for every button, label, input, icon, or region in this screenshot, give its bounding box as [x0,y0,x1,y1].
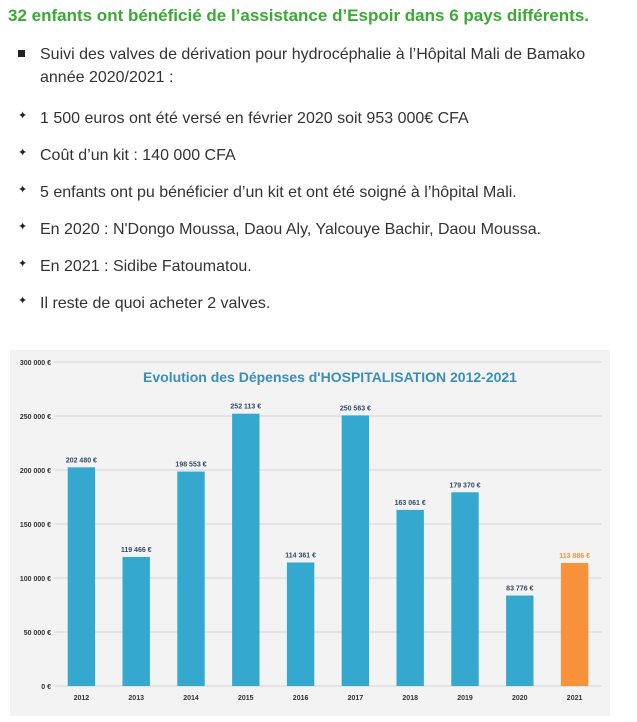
x-tick-label: 2017 [347,695,364,702]
list-item-text: Coût d’un kit : 140 000 CFA [40,147,236,164]
x-tick-label: 2021 [566,695,583,702]
chart-svg [10,350,610,716]
data-label: 114 361 € [285,552,316,560]
bar [232,414,259,686]
data-label: 83 776 € [506,585,534,593]
y-tick-label: 250 000 € [19,414,51,421]
chart-title: Evolution des Dépenses d'HOSPITALISATION 2012-2021 [143,369,517,385]
four-point-star-icon: ✦ [18,258,28,270]
list-item [18,248,630,285]
bar [506,596,533,686]
list-item-text: 5 enfants ont pu bénéficier d’un kit et ont été soigné à l’hôpital Mali. [40,184,517,201]
data-label: 250 563 € [339,405,371,413]
list-item-text: Il reste de quoi acheter 2 valves. [40,295,271,312]
four-point-star-icon: ✦ [18,221,28,233]
bar [123,557,150,686]
x-tick-label: 2015 [238,695,254,702]
x-tick-label: 2020 [512,695,528,702]
data-label: 198 553 € [175,461,207,469]
list-item [18,211,630,248]
list-item [18,285,630,322]
bar [177,472,204,686]
data-label: 119 466 € [120,546,152,554]
x-tick-label: 2018 [402,695,418,702]
bar-chart [10,350,610,716]
list-item-text: En 2020 : N'Dongo Moussa, Daou Aly, Yalcouye Bachir, Daou Moussa. [40,221,542,238]
intro-item [18,43,630,89]
x-tick-label: 2019 [457,695,473,702]
bar [68,467,95,686]
y-tick-label: 200 000 € [19,468,51,475]
y-tick-label: 300 000 € [19,360,51,367]
data-label: 113 886 € [559,553,590,561]
x-tick-label: 2013 [128,695,144,702]
page-heading: 32 enfants ont bénéficié de l’assistance d’Espoir dans 6 pays différents. [8,6,590,25]
data-label: 252 113 € [230,403,262,411]
four-point-star-icon: ✦ [18,184,28,196]
bar [397,510,424,686]
bar [287,562,314,686]
four-point-star-icon: ✦ [18,147,28,159]
list-item-text: En 2021 : Sidibe Fatoumatou. [40,258,252,275]
x-tick-label: 2012 [73,695,90,702]
list-item [18,100,630,137]
data-label: 163 061 € [394,499,426,507]
y-tick-label: 150 000 € [19,522,51,529]
bar [451,492,478,686]
data-label: 202 480 € [65,457,97,465]
list-item-text: 1 500 euros ont été versé en février 2020 soit 953 000€ CFA [40,110,469,127]
four-point-star-icon: ✦ [18,295,28,307]
bar [561,563,588,686]
x-tick-label: 2016 [292,695,309,702]
y-tick-label: 100 000 € [19,576,51,583]
bullet-list [18,100,630,322]
square-bullet-icon [18,50,25,57]
y-tick-label: 0 € [41,684,51,691]
data-label: 179 370 € [449,482,481,490]
list-item [18,174,630,211]
intro-text: Suivi des valves de dérivation pour hydrocéphalie à l’Hôpital Mali de Bamako année 2020/2021 : [40,46,586,86]
y-tick-label: 50 000 € [23,630,51,637]
bar [342,415,369,686]
x-tick-label: 2014 [183,695,199,702]
four-point-star-icon: ✦ [18,110,28,122]
list-item [18,137,630,174]
